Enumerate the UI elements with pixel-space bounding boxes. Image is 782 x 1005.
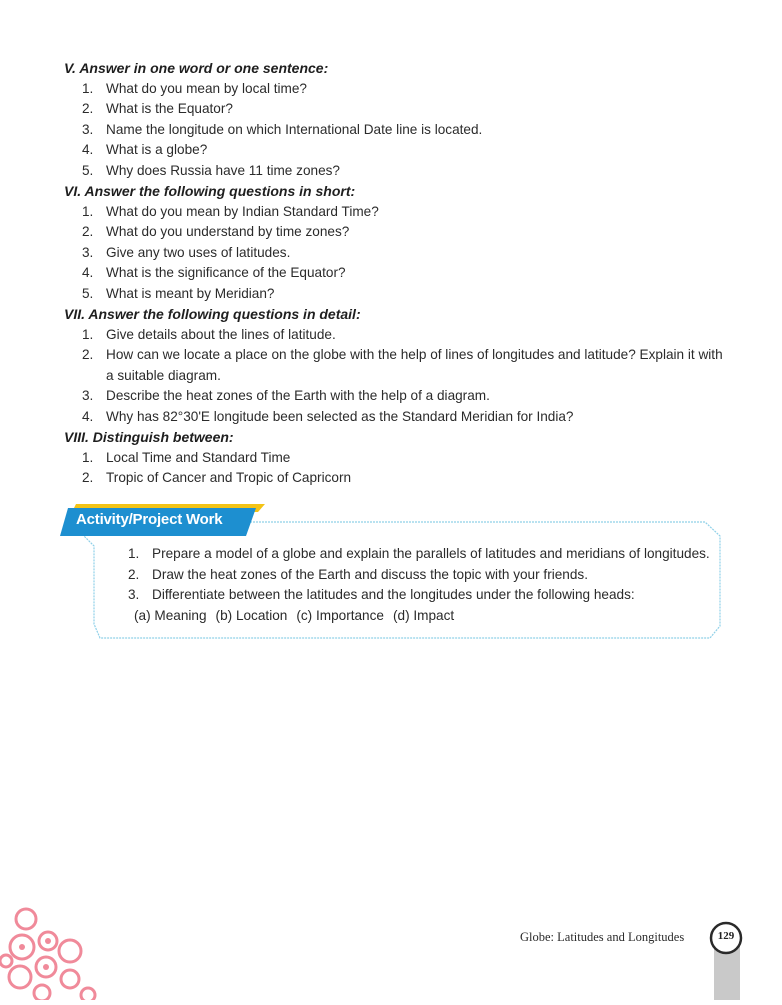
question-item [64, 468, 724, 489]
question-item [64, 161, 724, 182]
question-text: Local Time and Standard Time [106, 449, 291, 465]
activity-text: Prepare a model of a globe and explain the parallels of latitudes and meridians of longitudes. [152, 546, 710, 561]
question-item [64, 99, 724, 120]
question-text: How can we locate a place on the globe with the help of lines of longitudes and latitude? Explain it with a suitable diagram. [106, 347, 723, 383]
question-item [64, 243, 724, 264]
question-text: Why does Russia have 11 time zones? [106, 162, 340, 178]
question-item [64, 325, 724, 346]
question-item [64, 386, 724, 407]
question-number: 2. [82, 101, 94, 116]
activity-subhead: (b) Location [215, 607, 288, 623]
section-heading: VIII. Distinguish between: [64, 429, 234, 445]
question-number: 4. [82, 408, 94, 424]
question-number: 1. [82, 80, 94, 96]
question-number: 5. [82, 285, 94, 301]
question-number: 3. [82, 244, 94, 260]
question-text: Tropic of Cancer and Tropic of Capricorn [106, 470, 352, 485]
questions-content [64, 58, 724, 489]
question-list [64, 325, 724, 428]
question-number: 4. [82, 265, 94, 280]
activity-subheads [110, 606, 720, 627]
question-item [64, 407, 724, 428]
activity-subhead: (c) Importance [296, 607, 384, 623]
activity-item [110, 565, 720, 586]
question-number: 4. [82, 142, 94, 157]
question-text: What is the Equator? [106, 101, 233, 116]
activity-number: 3. [128, 587, 140, 602]
activity-number: 2. [128, 566, 140, 582]
question-number: 1. [82, 203, 94, 219]
question-number: 5. [82, 162, 94, 178]
question-text: What do you understand by time zones? [106, 224, 350, 239]
question-text: Give any two uses of latitudes. [106, 244, 291, 260]
question-item [64, 202, 724, 223]
activity-title-tab [68, 506, 236, 534]
question-item [64, 345, 724, 386]
activity-subhead: (d) Impact [392, 607, 455, 623]
question-item [64, 448, 724, 469]
activity-text: Draw the heat zones of the Earth and discuss the topic with your friends. [152, 566, 588, 582]
activity-number: 1. [128, 546, 140, 561]
activity-subhead: (a) Meaning [134, 607, 207, 623]
question-text: Describe the heat zones of the Earth with the help of a diagram. [106, 388, 490, 403]
activity-title: Activity/Project Work [76, 511, 223, 528]
question-text: What do you mean by local time? [106, 80, 307, 96]
footer-chapter-title: Globe: Latitudes and Longitudes [520, 930, 685, 944]
page-number-badge [706, 920, 746, 1000]
section-heading: VII. Answer the following questions in detail: [64, 306, 361, 322]
question-item [64, 263, 724, 284]
question-number: 2. [82, 224, 94, 239]
question-list [64, 79, 724, 182]
question-item [64, 140, 724, 161]
activity-item [110, 544, 720, 565]
decorative-circles [0, 905, 100, 1000]
page-number: 129 [717, 930, 735, 942]
question-item [64, 222, 724, 243]
question-item [64, 120, 724, 141]
question-text: What is a globe? [106, 142, 208, 157]
activity-list [110, 544, 720, 626]
question-text: What is the significance of the Equator? [106, 265, 346, 280]
question-number: 3. [82, 388, 94, 403]
activity-item [110, 585, 720, 606]
activity-section [60, 506, 724, 642]
question-list [64, 448, 724, 489]
section-heading: V. Answer in one word or one sentence: [64, 60, 329, 76]
section-heading: VI. Answer the following questions in short: [64, 183, 356, 199]
question-number: 1. [82, 326, 94, 342]
question-item [64, 79, 724, 100]
question-text: Name the longitude on which International Date line is located. [106, 121, 483, 137]
question-list [64, 202, 724, 305]
question-number: 3. [82, 121, 94, 137]
activity-items [110, 544, 720, 606]
question-text: Why has 82°30'E longitude been selected as the Standard Meridian for India? [106, 408, 574, 424]
question-text: What is meant by Meridian? [106, 285, 275, 301]
question-number: 2. [82, 347, 94, 362]
question-text: Give details about the lines of latitude. [106, 326, 336, 342]
question-number: 2. [82, 470, 94, 485]
activity-text: Differentiate between the latitudes and the longitudes under the following heads: [152, 587, 635, 602]
question-number: 1. [82, 449, 94, 465]
question-item [64, 284, 724, 305]
question-text: What do you mean by Indian Standard Time? [106, 203, 379, 219]
